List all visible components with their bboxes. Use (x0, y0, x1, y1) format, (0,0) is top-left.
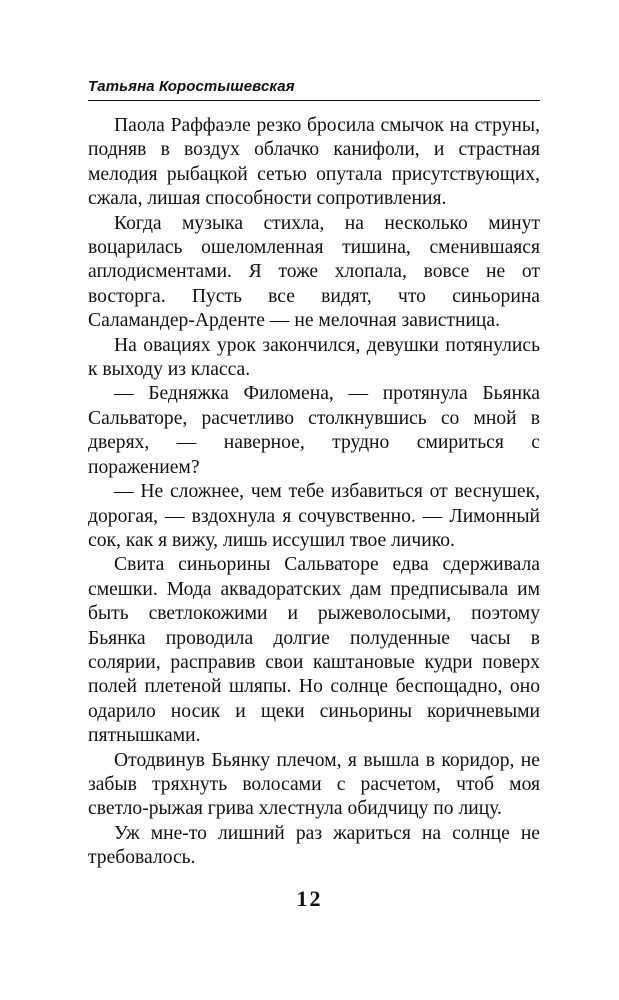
dialogue-paragraph: — Не сложнее, чем тебе избавиться от веснушек, дорогая, — вздохнула я сочувственно. — Лимонный сок, как я вижу, лишь иссушил твое личико. (88, 481, 540, 551)
page-number: 12 (296, 886, 323, 911)
paragraph: На овациях урок закончился, девушки потянулись к выходу из класса. (88, 334, 540, 381)
paragraph: Уж мне-то лишний раз жариться на солнце не требовалось. (88, 822, 540, 869)
running-head-author: Татьяна Коростышевская (88, 78, 295, 95)
paragraph: Свита синьорины Сальваторе едва сдерживала смешки. Мода аквадоратских дам предписывала им быть светлокожими и рыжеволосыми, поэтому Бьянка проводила долгие полуденные часы в солярии, расправив свои каштановые кудри поверх полей плетеной шляпы. Но солнце беспощадно, оно одарило носик и щеки синьорины коричневыми пятнышками. (88, 554, 540, 747)
paragraph: Паола Раффаэле резко бросила смычок на струны, подняв в воздух облачко канифоли, и страстная мелодия рыбацкой сетью опутала присутствующих, сжала, лишая способности сопротивления. (88, 115, 540, 210)
paragraph: Когда музыка стихла, на несколько минут воцарилась ошеломленная тишина, сменившаяся аплодисментами. Я тоже хлопала, вовсе не от восторга. Пусть все видят, что синьорина Саламандер-Арденте — не мелочная завистница. (88, 212, 540, 332)
body-text (88, 114, 540, 871)
header-rule (88, 100, 540, 101)
paragraph: Отодвинув Бьянку плечом, я вышла в коридор, не забыв тряхнуть волосами с расчетом, чтоб моя светло-рыжая грива хлестнула обидчицу по лицу. (88, 749, 540, 820)
dialogue-paragraph: — Бедняжка Филомена, — протянула Бьянка Сальваторе, расчетливо столкнувшись со мной в дверях, — наверное, трудно смириться с поражением? (88, 383, 540, 478)
